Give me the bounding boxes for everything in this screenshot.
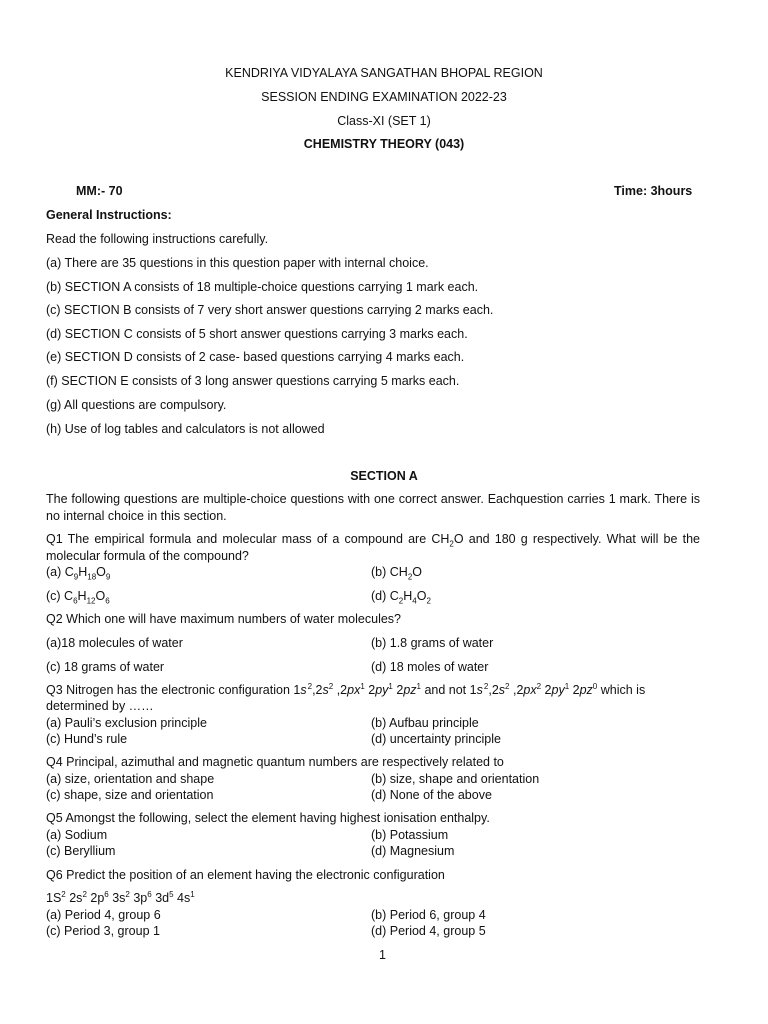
- subject-title: CHEMISTRY THEORY (043): [303, 137, 465, 151]
- time-allowed: Time: 3hours: [614, 184, 693, 198]
- question-4: Q4 Principal, azimuthal and magnetic quantum numbers are respectively related to: [46, 755, 504, 769]
- section-a-title: SECTION A: [350, 469, 418, 483]
- q2-option-d: (d) 18 moles of water: [371, 660, 489, 674]
- q1-option-b: (b) $CH_2O$: [371, 565, 422, 582]
- instruction-item: (d) SECTION C consists of 5 short answer questions carrying 3 marks each.: [46, 327, 468, 341]
- q2-option-b: (b) 1.8 grams of water: [371, 636, 494, 650]
- q6-option-d: (d) Period 4, group 5: [371, 924, 486, 938]
- q5-option-b: (b) Potassium: [371, 828, 449, 842]
- q5-option-a: (a) Sodium: [46, 828, 108, 842]
- instruction-item: (b) SECTION A consists of 18 multiple-choice questions carrying 1 mark each.: [46, 280, 479, 294]
- q6-option-a: (a) Period 4, group 6: [46, 908, 161, 922]
- question-3: Q3 Nitrogen has the electronic configuration 1s $^2,2s^2$ $,2px^1$ $2py^1$ $2pz^1$ and not 1s $^2,2s^2$ $,2px^2$ $2py^1$ $2pz^0$ which is: [46, 681, 646, 697]
- q6-configuration: $1S^2$ $2s^2$ $2p^6$ $3s^2$ $3p^6$ $3d^5$ $4s^1$: [46, 889, 195, 905]
- q3-option-a: (a) Pauli’s exclusion principle: [46, 716, 207, 730]
- exam-title: SESSION ENDING EXAMINATION 2022-23: [261, 90, 507, 104]
- question-6: Q6 Predict the position of an element having the electronic configuration: [46, 868, 445, 882]
- config-ground-state: 1s $^2,2s^2$ $,2px^1$ $2py^1$ $2pz^1$: [293, 681, 421, 697]
- instruction-item: (a) There are 35 questions in this question paper with internal choice.: [46, 256, 429, 270]
- question-3-cont: determined by ……: [46, 699, 154, 713]
- q1-option-d: (d) $C_2H_4O_2$: [371, 589, 431, 606]
- q1-option-c: (c) $C_6H_{12}O_6$: [46, 589, 110, 606]
- section-a-intro: The following questions are multiple-choice questions with one correct answer. Eachquestion carries 1 mark. There is no internal choice in this section.: [46, 492, 700, 523]
- instructions-intro: Read the following instructions carefully.: [46, 232, 269, 246]
- instruction-item: (c) SECTION B consists of 7 very short answer questions carrying 2 marks each.: [46, 303, 494, 317]
- q4-option-a: (a) size, orientation and shape: [46, 772, 215, 786]
- config-alternative: 1s $^2,2s^2$ $,2px^2$ $2py^1$ $2pz^0$: [469, 681, 598, 697]
- q4-option-d: (d) None of the above: [371, 788, 492, 802]
- page-number: 1: [379, 948, 386, 962]
- q4-option-c: (c) shape, size and orientation: [46, 788, 214, 802]
- q2-option-a: (a)18 molecules of water: [46, 636, 183, 650]
- instruction-item: (g) All questions are compulsory.: [46, 398, 227, 412]
- question-5: Q5 Amongst the following, select the element having highest ionisation enthalpy.: [46, 811, 490, 825]
- q3-option-d: (d) uncertainty principle: [371, 732, 501, 746]
- q2-option-c: (c) 18 grams of water: [46, 660, 165, 674]
- max-marks: MM:- 70: [76, 184, 123, 198]
- q1-option-a: (a) $C_9H_{18}O_9$: [46, 565, 111, 582]
- instruction-item: (f) SECTION E consists of 3 long answer questions carrying 5 marks each.: [46, 374, 460, 388]
- q5-option-d: (d) Magnesium: [371, 844, 455, 858]
- instruction-item: (h) Use of log tables and calculators is not allowed: [46, 422, 325, 436]
- class-set: Class-XI (SET 1): [337, 114, 431, 128]
- instructions-heading: General Instructions:: [46, 208, 172, 222]
- q5-option-c: (c) Beryllium: [46, 844, 116, 858]
- question-1: Q1 The empirical formula and molecular mass of a compound are $CH_2O$ and 180 g respectively. What will be the molecular formula of the compound?: [46, 532, 700, 563]
- q3-option-c: (c) Hund’s rule: [46, 732, 128, 746]
- q3-option-b: (b) Aufbau principle: [371, 716, 479, 730]
- q4-option-b: (b) size, shape and orientation: [371, 772, 540, 786]
- school-name: KENDRIYA VIDYALAYA SANGATHAN BHOPAL REGION: [225, 66, 543, 80]
- q6-option-b: (b) Period 6, group 4: [371, 908, 486, 922]
- question-2: Q2 Which one will have maximum numbers of water molecules?: [46, 612, 401, 626]
- q6-option-c: (c) Period 3, group 1: [46, 924, 160, 938]
- instruction-item: (e) SECTION D consists of 2 case- based questions carrying 4 marks each.: [46, 350, 465, 364]
